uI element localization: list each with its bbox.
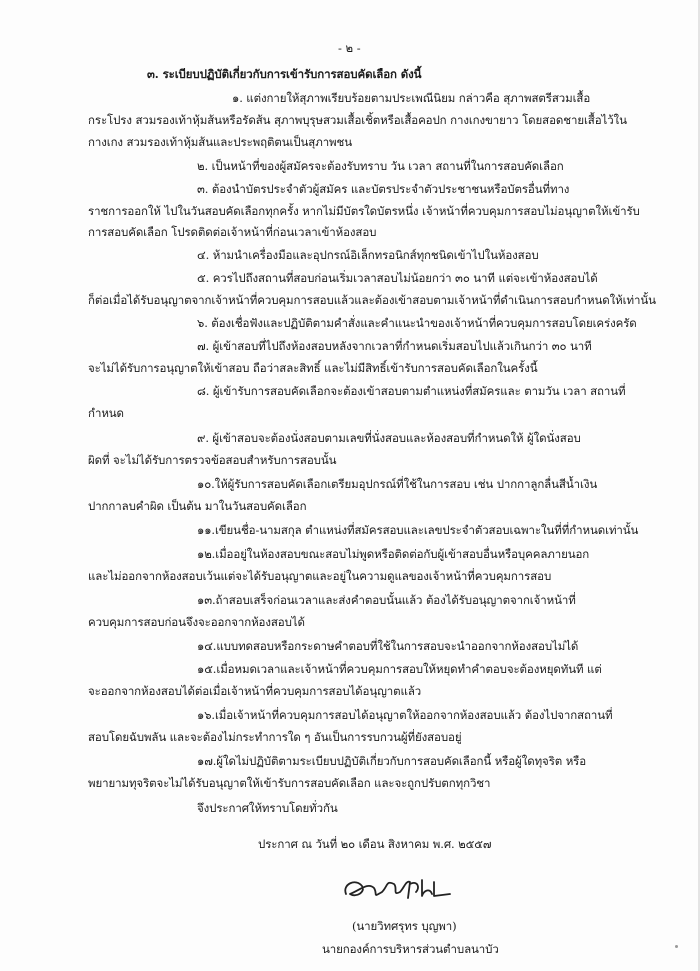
signatory-title: นายกองค์การบริหารส่วนตำบลนาบัว <box>322 942 499 956</box>
rule-line: ปากกาลบคำผิด เป็นต้น มาในวันสอบคัดเลือก <box>88 499 307 513</box>
page-number: - ๒ - <box>338 41 361 55</box>
rule-line: ๑. แต่งกายให้สุภาพเรียบร้อยตามประเพณีนิยม กล่าวคือ สุภาพสตรีสวมเสื้อ <box>232 91 591 105</box>
section-heading: ๓. ระเบียบปฏิบัติเกี่ยวกับการเข้ารับการสอบคัดเลือก ดังนี้ <box>147 67 422 81</box>
rule-line: จะออกจากห้องสอบได้ต่อเมื่อเจ้าหน้าที่ควบคุมการสอบได้อนุญาตแล้ว <box>88 684 422 698</box>
announcement-line: จึงประกาศให้ทราบโดยทั่วกัน <box>197 801 338 815</box>
rule-line: ๑๔.แบบทดสอบหรือกระดาษคำตอบที่ใช้ในการสอบจะนำออกจากห้องสอบไม่ได้ <box>197 639 579 653</box>
rule-line: ๑๐.ให้ผู้รับการสอบคัดเลือกเตรียมอุปกรณ์ที่ใช้ในการสอบ เช่น ปากกาลูกลื่นสีน้ำเงิน <box>197 477 598 491</box>
rule-line: จะไม่ได้รับการอนุญาตให้เข้าสอบ ถือว่าสละสิทธิ์ และไม่มีสิทธิ์เข้ารับการสอบคัดเลือกในครั้งนี้ <box>88 361 538 375</box>
rule-line: กางเกง สวมรองเท้าหุ้มส้นและประพฤติตนเป็นสุภาพชน <box>88 135 352 149</box>
rule-line: การสอบคัดเลือก โปรดติดต่อเจ้าหน้าที่ก่อนเวลาเข้าห้องสอบ <box>88 225 377 239</box>
rule-line: ๒. เป็นหน้าที่ของผู้สมัครจะต้องรับทราบ วัน เวลา สถานที่ในการสอบคัดเลือก <box>197 159 564 173</box>
rule-line: พยายามทุจริตจะไม่ได้รับอนุญาตให้เข้ารับการสอบคัดเลือก และจะถูกปรับตกทุกวิชา <box>88 776 491 790</box>
rule-line: ๕. ควรไปถึงสถานที่สอบก่อนเริ่มเวลาสอบไม่น้อยกว่า ๓๐ นาที แต่จะเข้าห้องสอบได้ <box>197 271 598 285</box>
rule-line: กระโปรง สวมรองเท้าหุ้มส้นหรือรัดส้น สุภาพบุรุษสวมเสื้อเชิ้ตหรือเสื้อคอปก กางเกงขายาว โดยสอดชายเสื้อไว้ใน <box>88 113 627 127</box>
rule-line: ๑๗.ผู้ใดไม่ปฏิบัติตามระเบียบปฏิบัติเกี่ยวกับการสอบคัดเลือกนี้ หรือผู้ใดทุจริต หรือ <box>197 754 587 768</box>
rule-line: ๑๒.เมื่ออยู่ในห้องสอบขณะสอบไม่พูดหรือติดต่อกับผู้เข้าสอบอื่นหรือบุคคลภายนอก <box>197 547 590 561</box>
rule-line: ๗. ผู้เข้าสอบที่ไปถึงห้องสอบหลังจากเวลาที่กำหนดเริ่มสอบไปแล้วเกินกว่า ๓๐ นาที <box>197 339 592 353</box>
rule-line: ๙. ผู้เข้าสอบจะต้องนั่งสอบตามเลขที่นั่งสอบและห้องสอบที่กำหนดให้ ผู้ใดนั่งสอบ <box>197 431 581 445</box>
date-line: ประกาศ ณ วันที่ ๒๐ เดือน สิงหาคม พ.ศ. ๒๕๕๗ <box>258 837 492 851</box>
rule-line: ราชการออกให้ ไปในวันสอบคัดเลือกทุกครั้ง หากไม่มีบัตรใดบัตรหนึ่ง เจ้าหน้าที่ควบคุมการสอบไม่อนุญาตให้เข้ารับ <box>88 204 640 218</box>
rule-line: กำหนด <box>88 406 124 420</box>
rule-line: สอบโดยฉับพลัน และจะต้องไม่กระทำการใด ๆ อันเป็นการรบกวนผู้ที่ยังสอบอยู่ <box>88 730 462 744</box>
signatory-name: (นายวิทศรุทร บุญพา) <box>352 919 457 933</box>
rule-line: ๓. ต้องนำบัตรประจำตัวผู้สมัคร และบัตรประจำตัวประชาชนหรือบัตรอื่นที่ทาง <box>197 182 570 196</box>
rule-line: ๘. ผู้เข้ารับการสอบคัดเลือกจะต้องเข้าสอบตามตำแหน่งที่สมัครและ ตามวัน เวลา สถานที่ <box>197 384 626 398</box>
rule-line: ๑๑.เขียนชื่อ-นามสกุล ตำแหน่งที่สมัครสอบและเลขประจำตัวสอบเฉพาะในที่ที่กำหนดเท่านั้น <box>197 523 639 537</box>
rule-line: ๔. ห้ามนำเครื่องมือและอุปกรณ์อิเล็กทรอนิกส์ทุกชนิดเข้าไปในห้องสอบ <box>197 248 539 262</box>
rule-line: ๑๖.เมื่อเจ้าหน้าที่ควบคุมการสอบได้อนุญาตให้ออกจากห้องสอบแล้ว ต้องไปจากสถานที่ <box>197 708 613 722</box>
scan-speck <box>675 945 678 948</box>
rule-line: ๖. ต้องเชื่อฟังและปฏิบัติตามคำสั่งและคำแนะนำของเจ้าหน้าที่ควบคุมการสอบโดยเคร่งครัด <box>197 316 637 330</box>
rule-line: ควบคุมการสอบก่อนจึงจะออกจากห้องสอบได้ <box>88 615 305 629</box>
rule-line: ๑๕.เมื่อหมดเวลาและเจ้าหน้าที่ควบคุมการสอบให้หยุดทำคำตอบจะต้องหยุดทันที แต่ <box>197 662 602 676</box>
rule-line: ผิดที่ จะไม่ได้รับการตรวจข้อสอบสำหรับการสอบนั้น <box>88 453 337 467</box>
rule-line: ๑๓.ถ้าสอบเสร็จก่อนเวลาและส่งคำตอบนั้นแล้ว ต้องได้รับอนุญาตจากเจ้าหน้าที่ <box>197 593 576 607</box>
rule-line: ก็ต่อเมื่อได้รับอนุญาตจากเจ้าหน้าที่ควบคุมการสอบแล้วและต้องเข้าสอบตามเจ้าหน้าที่ดำเนินการสอบกำหนดให้เท่านั้น <box>88 293 656 307</box>
rule-line: และไม่ออกจากห้องสอบเว้นแต่จะได้รับอนุญาตและอยู่ในความดูแลของเจ้าหน้าที่ควบคุมการสอบ <box>88 569 552 583</box>
handwritten-signature <box>338 870 458 906</box>
